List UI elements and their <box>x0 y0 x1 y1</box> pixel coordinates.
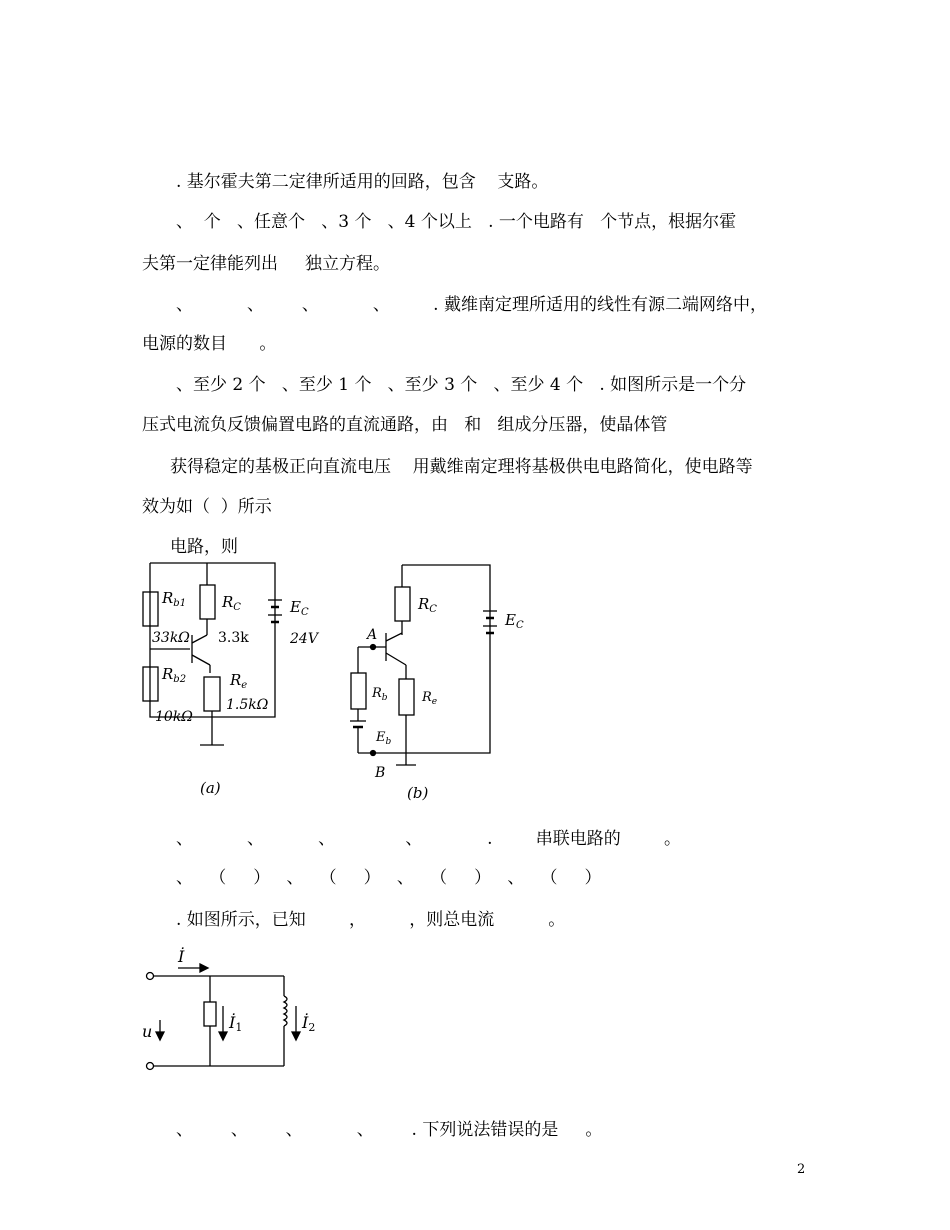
question-text-line: . 如图所示，已知 ， ，则总电流 。 <box>176 910 566 930</box>
question-text-line: 、 、 、 、 . 戴维南定理所适用的线性有源二端网络中， <box>176 295 767 315</box>
page-number: 2 <box>797 1162 806 1177</box>
node-a-label: A <box>367 627 378 643</box>
figure-b-caption: (b) <box>407 784 429 802</box>
question-text-line: 效为如（ ）所示 <box>142 497 272 517</box>
question-text-line: 电路，则 <box>170 537 238 557</box>
ec-label: $E_C$ <box>290 598 309 618</box>
circuit-figure-a <box>140 555 340 805</box>
voltage-u-label: u <box>142 1022 153 1041</box>
re-value: 1.5kΩ <box>226 697 269 713</box>
current-i2-label: İ2 <box>302 1013 316 1034</box>
question-text-line: 、 、 、 、 . 下列说法错误的是 。 <box>176 1120 603 1140</box>
ec-label: $E_C$ <box>505 611 524 631</box>
question-text-line: 、 、 、 、 . 串联电路的 。 <box>176 829 682 849</box>
circuit-figure-b <box>340 555 540 805</box>
question-text-line: 获得稳定的基极正向直流电压 用戴维南定理将基极供电电路简化，使电路等 <box>170 457 753 477</box>
current-i1-label: İ1 <box>229 1013 243 1034</box>
eb-label: $E_b$ <box>376 730 392 747</box>
rb1-value: 33kΩ <box>152 630 190 646</box>
rc-label: $R_C$ <box>222 593 241 613</box>
rb1-label: $R_{b1}$ <box>162 589 187 609</box>
question-text-line: 、至少 2 个 、至少 1 个 、至少 3 个 、至少 4 个 . 如图所示是一个分 <box>176 375 747 395</box>
question-text-line: . 基尔霍夫第二定律所适用的回路，包含 支路。 <box>176 172 549 192</box>
re-label: $R_e$ <box>422 690 438 707</box>
figure-a-caption: (a) <box>200 779 221 797</box>
rb2-value: 10kΩ <box>155 709 193 725</box>
question-text-line: 电源的数目 。 <box>142 334 277 354</box>
ec-value: 24V <box>290 631 318 647</box>
rc-label: $R_C$ <box>418 595 437 615</box>
rc-value: 3.3k <box>218 630 249 646</box>
node-b-label: B <box>375 765 386 781</box>
question-text-line: 、 个 、任意个 、3 个 、4 个以上 . 一个电路有 个节点，根据尔霍 <box>176 212 737 232</box>
question-text-line: 夫第一定律能列出 独立方程。 <box>142 254 391 274</box>
circuit-figure-c <box>138 940 338 1080</box>
rb-label: $R_b$ <box>372 686 388 703</box>
question-text-line: 压式电流负反馈偏置电路的直流通路，由 和 组成分压器，使晶体管 <box>142 415 668 435</box>
current-i-label: İ <box>178 947 185 966</box>
rb2-label: $R_{b2}$ <box>162 665 187 685</box>
question-text-line: 、 （ ） 、 （ ） 、 （ ） 、 （ ） <box>176 868 602 888</box>
re-label: $R_e$ <box>230 671 248 691</box>
